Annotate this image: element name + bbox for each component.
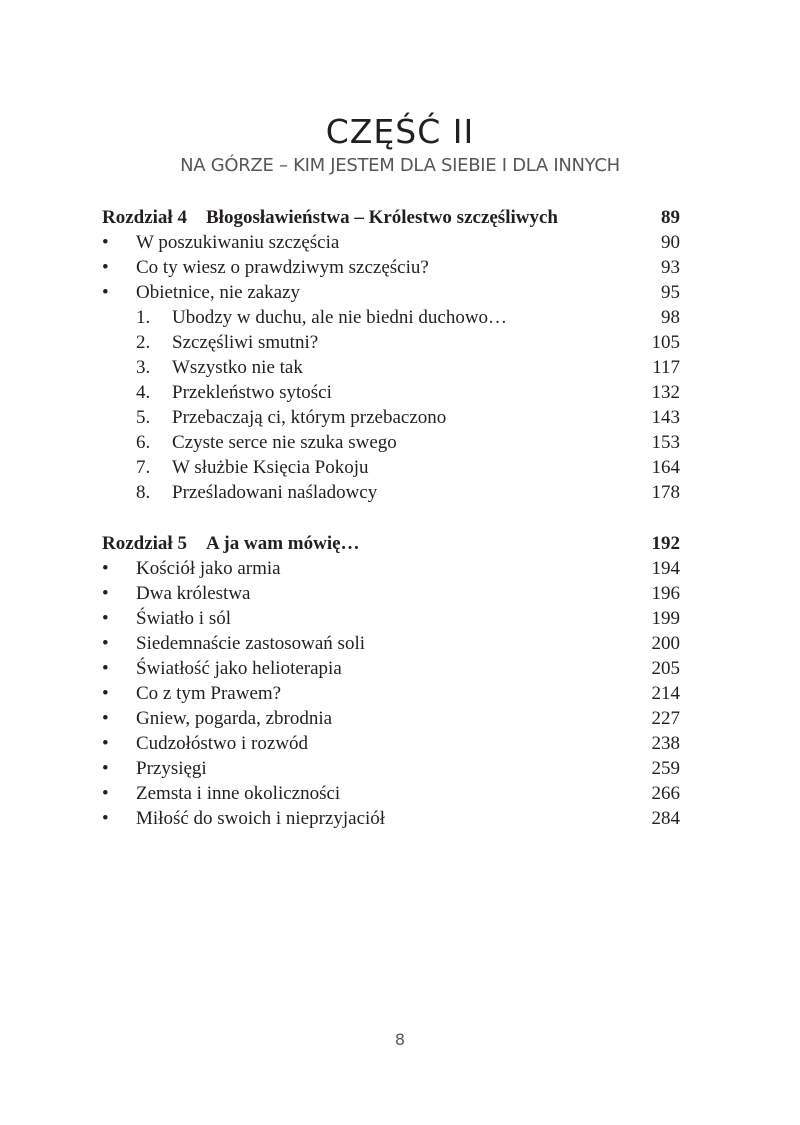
toc-item-page: 259	[651, 758, 680, 779]
table-of-contents	[102, 205, 680, 831]
toc-subitem-label: Szczęśliwi smutni?	[172, 332, 319, 353]
toc-item	[102, 731, 680, 756]
subitem-number: 3.	[136, 357, 151, 378]
toc-subitem-page: 164	[651, 457, 680, 478]
toc-subitem	[102, 430, 680, 455]
subitem-number: 2.	[136, 332, 151, 353]
bullet-marker: •	[102, 558, 109, 579]
toc-item	[102, 581, 680, 606]
toc-subitem	[102, 305, 680, 330]
toc-item	[102, 631, 680, 656]
toc-item	[102, 230, 680, 255]
toc-subitem-page: 153	[651, 432, 680, 453]
part-subtitle: NA GÓRZE – KIM JESTEM DLA SIEBIE I DLA INNYCH	[180, 155, 620, 176]
toc-item-label: Siedemnaście zastosowań soli	[136, 633, 366, 654]
toc-subitem-label: Prześladowani naśladowcy	[172, 482, 378, 503]
toc-item-label: Kościół jako armia	[136, 558, 281, 579]
toc-item-page: 266	[651, 783, 680, 804]
subitem-number: 1.	[136, 307, 151, 328]
toc-item	[102, 806, 680, 831]
toc-item-label: Gniew, pogarda, zbrodnia	[136, 708, 333, 729]
toc-item-page: 199	[651, 608, 680, 629]
toc-subitem-label: Przebaczają ci, którym przebaczono	[172, 407, 447, 428]
toc-item-page: 284	[651, 808, 680, 829]
chapter-4-entry	[102, 205, 680, 230]
chapter-number: Rozdział 4	[102, 207, 187, 228]
toc-item	[102, 706, 680, 731]
bullet-marker: •	[102, 583, 109, 604]
toc-item	[102, 280, 680, 305]
bullet-marker: •	[102, 282, 109, 303]
toc-item-label: Co z tym Prawem?	[136, 683, 282, 704]
toc-item-page: 200	[651, 633, 680, 654]
subitem-number: 7.	[136, 457, 151, 478]
toc-subitem-label: Ubodzy w duchu, ale nie biedni duchowo…	[172, 307, 508, 328]
toc-subitem-page: 132	[651, 382, 680, 403]
toc-subitem-page: 143	[651, 407, 680, 428]
bullet-marker: •	[102, 758, 109, 779]
toc-item-page: 214	[651, 683, 680, 704]
bullet-marker: •	[102, 608, 109, 629]
bullet-marker: •	[102, 708, 109, 729]
part-title: CZĘŚĆ II	[325, 112, 475, 151]
toc-item-label: W poszukiwaniu szczęścia	[136, 232, 340, 253]
toc-item-label: Dwa królestwa	[136, 583, 251, 604]
toc-subitem-label: Przekleństwo sytości	[172, 382, 332, 403]
bullet-marker: •	[102, 808, 109, 829]
toc-subitem-page: 98	[661, 307, 680, 328]
toc-item-page: 95	[661, 282, 680, 303]
toc-item-page: 194	[651, 558, 680, 579]
toc-item-label: Obietnice, nie zakazy	[136, 282, 301, 303]
subitem-number: 4.	[136, 382, 151, 403]
bullet-marker: •	[102, 733, 109, 754]
chapter-title: A ja wam mówię…	[206, 533, 360, 554]
toc-item-label: Miłość do swoich i nieprzyjaciół	[136, 808, 386, 829]
toc-item	[102, 606, 680, 631]
toc-subitem-page: 178	[651, 482, 680, 503]
bullet-marker: •	[102, 658, 109, 679]
bullet-marker: •	[102, 232, 109, 253]
chapter-page: 192	[651, 533, 680, 554]
toc-subitem	[102, 330, 680, 355]
toc-subitem-label: Wszystko nie tak	[172, 357, 303, 378]
toc-subitem	[102, 355, 680, 380]
toc-subitem	[102, 380, 680, 405]
toc-item	[102, 681, 680, 706]
toc-item-page: 238	[651, 733, 680, 754]
toc-subitem-page: 117	[652, 357, 680, 378]
toc-item-label: Przysięgi	[136, 758, 207, 779]
toc-item-label: Zemsta i inne okoliczności	[136, 783, 341, 804]
chapter-title: Błogosławieństwa – Królestwo szczęśliwych	[206, 207, 558, 228]
toc-subitem-label: W służbie Księcia Pokoju	[172, 457, 369, 478]
toc-item-label: Co ty wiesz o prawdziwym szczęściu?	[136, 257, 429, 278]
toc-item-page: 93	[661, 257, 680, 278]
toc-subitem	[102, 455, 680, 480]
toc-item-label: Cudzołóstwo i rozwód	[136, 733, 309, 754]
subitem-number: 5.	[136, 407, 151, 428]
toc-item	[102, 781, 680, 806]
page-number: 8	[394, 1030, 406, 1049]
bullet-marker: •	[102, 683, 109, 704]
toc-subitem	[102, 405, 680, 430]
toc-item-page: 196	[651, 583, 680, 604]
toc-item	[102, 255, 680, 280]
toc-item-page: 227	[651, 708, 680, 729]
toc-subitem-label: Czyste serce nie szuka swego	[172, 432, 397, 453]
section-gap	[102, 505, 680, 531]
toc-item-label: Światło i sól	[136, 608, 232, 629]
toc-item-page: 90	[661, 232, 680, 253]
toc-item-page: 205	[651, 658, 680, 679]
toc-subitem	[102, 480, 680, 505]
bullet-marker: •	[102, 257, 109, 278]
toc-subitem-page: 105	[651, 332, 680, 353]
subitem-number: 6.	[136, 432, 151, 453]
toc-item	[102, 656, 680, 681]
chapter-page: 89	[661, 207, 680, 228]
toc-item-label: Światłość jako helioterapia	[136, 658, 342, 679]
toc-item	[102, 556, 680, 581]
subitem-number: 8.	[136, 482, 151, 503]
bullet-marker: •	[102, 633, 109, 654]
chapter-number: Rozdział 5	[102, 533, 187, 554]
chapter-5-entry	[102, 531, 680, 556]
toc-item	[102, 756, 680, 781]
bullet-marker: •	[102, 783, 109, 804]
